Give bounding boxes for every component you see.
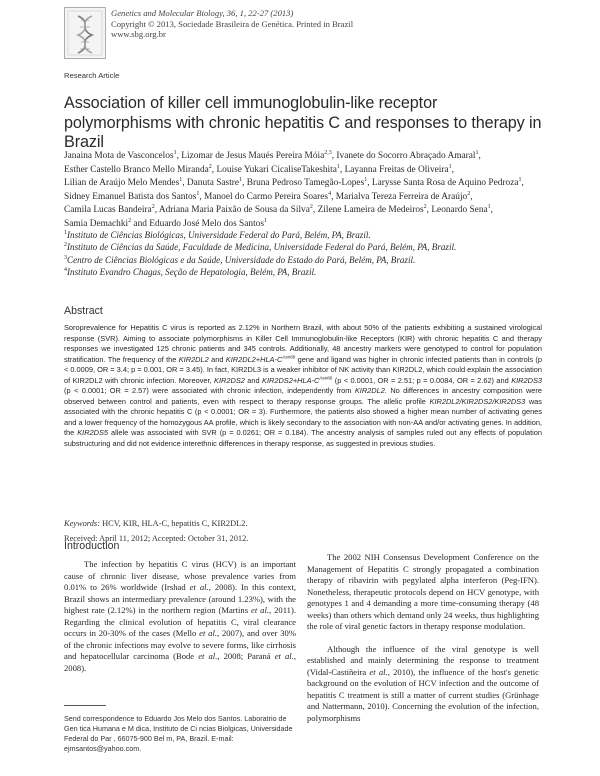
journal-website-link[interactable]: www.sbg.org.br bbox=[111, 29, 166, 40]
journal-citation: Genetics and Molecular Biology, 36, 1, 22-27 (2013) bbox=[111, 8, 294, 18]
intro-paragraph-1: The infection by hepatitis C virus (HCV) is an important cause of chronic liver disease, whose prevalence varies from 0.01% to 26% worldwide (Irshad et al., 2008). In this context, Brazil shows an intermediary prevalence (around 1.23%), with the highest rate (2.12%) in the northern region (Martins et al., 2011). Regarding the clinical evolution of hepatitis C, viral clearance occurs in 20-30% of the cases (Mello et al., 2007), and over 30% of the chronic infections may evolve to severe forms, like cirrhosis and hepatocellular carcinoma (Bode et al., 2008; Paraná et al., 2008). bbox=[64, 559, 297, 673]
introduction-right-column bbox=[307, 552, 539, 724]
author-list: Janaina Mota de Vasconcelos$^1$, Lizomar de Jesus Maués Pereira Móia$^{2,3}$, Ivanete do Socorro Abraçado Amaral$^1$, Esther Castello Branco Mello Miranda$^2$, Louise Yukari CicaliseTakeshita$^1$, Layanna Freitas de Oliveira$^1$, Lilian de Araújo Melo Mendes$^1$, Danuta Sastre$^1$, Bruna Pedroso Tamegão-Lopes$^1$, Larysse Santa Rosa de Aquino Pedroza$^1$, Sidney Emanuel Batista dos Santos$^1$, Manoel do Carmo Pereira Soares$^4$, Marialva Tereza Ferreira de Araújo$^2$, Camila Lucas Bandeira$^2$, Adriana Maria Paixão de Sousa da Silva$^2$, Zilene Lameira de Medeiros$^2$, Leonardo Sena$^1$, Samia Demachki$^2$ and Eduardo José Melo dos Santos$^1$ bbox=[64, 149, 524, 229]
intro-paragraph-3: Although the influence of the viral genotype is well established and mainly determining the response to treatment (Vidal-Castiñeira et al., 2010), the influence of the host's genetic background on the evolution of HCV infection and the outcome of hepatitis C treatment is still a matter of current studies (Grünhage and Nattermann, 2010). Concerning the evolution of the infection, polymorphisms bbox=[307, 643, 539, 723]
author-name: Esther Castello Branco Mello Miranda$^2$ bbox=[64, 163, 212, 175]
article-title: Association of killer cell immunoglobulin-like receptor polymorphisms with chronic hepatitis C and responses to therapy in Brazil bbox=[64, 94, 542, 151]
affiliation-list bbox=[64, 229, 548, 278]
author-name: Samia Demachki$^2$ bbox=[64, 217, 132, 229]
keywords-line: Keywords: HCV, KIR, HLA-C, hepatitis C, KIR2DL2. bbox=[64, 519, 248, 528]
affiliation-1: $^1$Instituto de Ciências Biológicas, Universidade Federal do Pará, Belém, PA, Brazil. bbox=[64, 229, 371, 240]
author-name: Layanna Freitas de Oliveira$^1$ bbox=[344, 163, 452, 175]
author-name: Eduardo José Melo dos Santos$^1$ bbox=[149, 217, 267, 229]
affiliation-2: $^2$Instituto de Ciências da Saúde, Faculdade de Medicina, Universidade Federal do Pará, Belém, PA, Brazil. bbox=[64, 242, 457, 253]
author-name: Danuta Sastre$^1$ bbox=[186, 176, 243, 188]
author-name: Lizomar de Jesus Maués Pereira Móia$^{2,3}$ bbox=[181, 149, 332, 161]
author-name: Larysse Santa Rosa de Aquino Pedroza$^1$ bbox=[371, 176, 522, 188]
footnote-divider bbox=[64, 705, 106, 706]
author-name: Louise Yukari CicaliseTakeshita$^1$ bbox=[216, 163, 340, 175]
copyright-line: Copyright © 2013, Sociedade Brasileira de Genética. Printed in Brazil bbox=[111, 18, 354, 29]
journal-info bbox=[111, 8, 491, 40]
author-name: Ivanete do Socorro Abraçado Amaral$^1$ bbox=[336, 149, 479, 161]
author-name: Manoel do Carmo Pereira Soares$^4$ bbox=[204, 190, 332, 202]
affiliation-3: $^3$Centro de Ciências Biológicas e da Saúde, Universidade do Estado do Pará, Belém, PA, Brazil. bbox=[64, 254, 416, 265]
author-name: Camila Lucas Bandeira$^2$ bbox=[64, 203, 155, 215]
author-name: Sidney Emanuel Batista dos Santos$^1$ bbox=[64, 190, 200, 202]
abstract-heading: Abstract bbox=[64, 305, 103, 317]
journal-logo-icon bbox=[64, 7, 106, 59]
author-name: Leonardo Sena$^1$ bbox=[431, 203, 491, 215]
author-name: Lilian de Araújo Melo Mendes$^1$ bbox=[64, 176, 183, 188]
intro-paragraph-2: The 2002 NIH Consensus Development Conference on the Management of Hepatitis C strongly propagated a combination therapy of ribavirin with pegylated alpha interferon (Peg-IFN). Nonetheless, therapeutic protocols depend on HCV genotype, with genotypes 1 and 4 demanding a more time-consuming therapy (48 weeks) than others which demand only 24 weeks, thus highlighting the role of viral genetic factors in therapy response modulation. bbox=[307, 552, 539, 631]
correspondence-footnote: Send correspondence to Eduardo Jos Melo dos Santos. Laboratrio de Gen tica Humana e M dica, Instituto de Ci ncias Biolgicas, Universidade Federal do Par , 66075-900 Bel m, PA, Brazil. E-mail: ejmsantos@yahoo.com. bbox=[64, 714, 293, 753]
author-name: Marialva Tereza Ferreira de Araújo$^2$ bbox=[335, 190, 471, 202]
received-accepted-dates: Received: April 11, 2012; Accepted: October 31, 2012. bbox=[64, 534, 249, 543]
abstract-body: Soroprevalence for Hepatitis C virus is reported as 2.12% in Northern Brazil, with about 50% of the patients exhibiting a sustained virological response (SVR). Aiming to associate polymorphisms in Killer Cell Immunoglobulin-like Receptors (KIR) with chronic hepatitis C and therapy responses we investigated 125 chronic patients and 345 controls. Additionally, 48 ancestry markers were genotyped to control for population stratification. The frequency of the KIR2DL2 and $KIR2DL2+HLA-C^{Asn80}$ gene and ligand was higher in chronic infected patients than in controls (p < 0.0009, OR = 3.4; p = 0.001, OR = 3.45). In fact, KIR2DL3 is a weaker inhibitor of NK activity than KIR2DL2, which could explain the association of KIR2DL2 with chronic infection. Moreover, KIR2DS2 and $KIR2DS2+HLA-C^{Asn80}$ (p < 0.0001, OR = 2.51; p = 0.0084, OR = 2.62) and KIR2DS3 (p < 0.0001; OR = 2.57) were associated with chronic infection, independently from KIR2DL2. No differences in ancestry composition were observed between control and patients, even with respect to therapy response groups. The allelic profile KIR2DL2/KIR2DS2/KIR2DS3 was associated with the chronic hepatitis C (p < 0.0001; OR = 3). Furthermore, the patients also showed a higher mean number of activating genes and a lower frequency of the homozygous AA profile, which is likely secondary to the association with non-AA and/or activating genes. In addition, the KIR2DS5 allele was associated with SVR (p = 0.0261; OR = 0.184). The ancestry analysis of samples ruled out any effects of population substructuring and did not evidence interethnic differences in therapy response, as suggested in previous studies. bbox=[64, 323, 543, 449]
author-name: Bruna Pedroso Tamegão-Lopes$^1$ bbox=[246, 176, 368, 188]
introduction-heading: Introduction bbox=[64, 540, 120, 552]
introduction-left-column bbox=[64, 559, 296, 674]
author-name: Zilene Lameira de Medeiros$^2$ bbox=[317, 203, 427, 215]
author-name: Janaina Mota de Vasconcelos$^1$ bbox=[64, 149, 177, 161]
article-type-label: Research Article bbox=[64, 71, 120, 80]
affiliation-4: $^4$Instituto Evandro Chagas, Seção de Hepatologia, Belém, PA, Brazil. bbox=[64, 266, 317, 277]
author-name: Adriana Maria Paixão de Sousa da Silva$^2$ bbox=[158, 203, 313, 215]
